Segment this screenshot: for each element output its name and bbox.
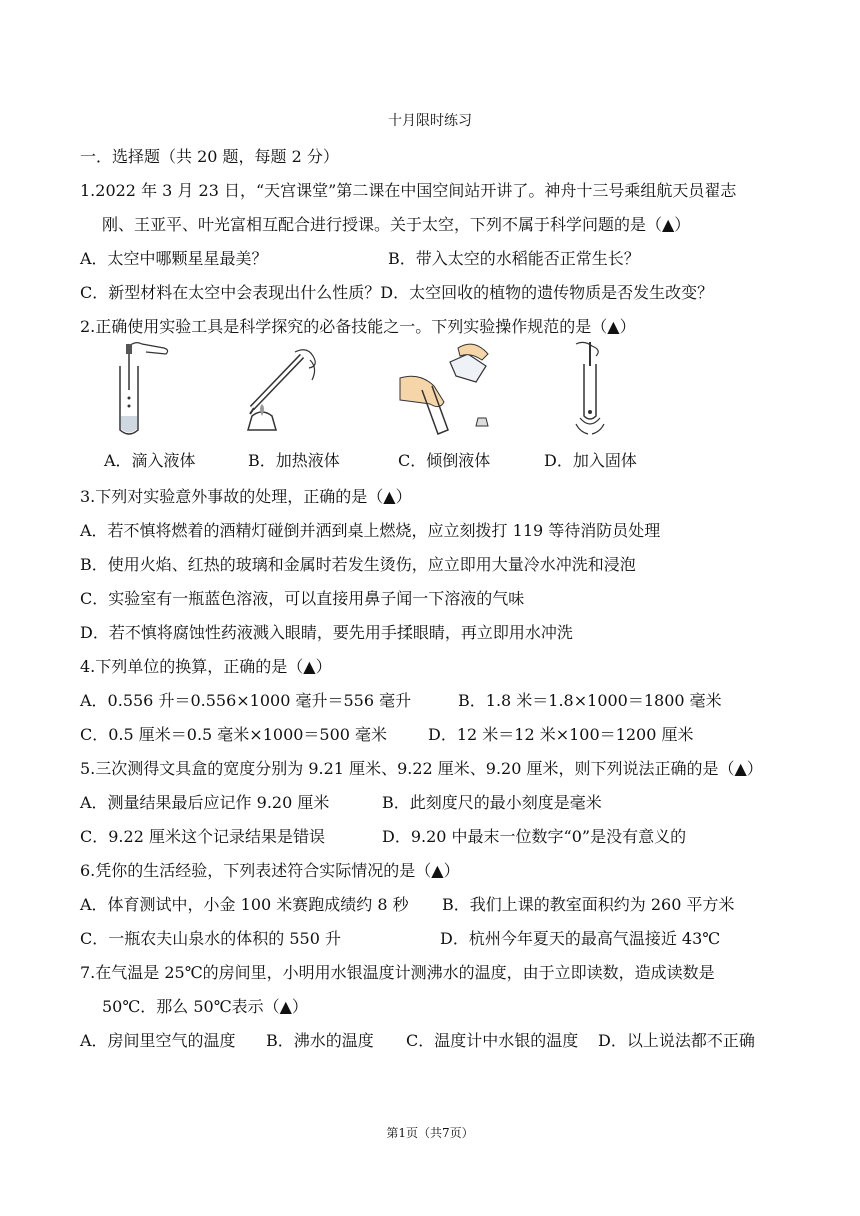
page-footer: 第1页（共7页） [386,1126,474,1140]
q7-option-d: D．以上说法都不正确 [598,1031,755,1050]
adding-solid-icon [560,338,620,438]
q2-figures [80,338,780,438]
page-title: 十月限时练习 [388,113,472,129]
q5-stem: 5.三次测得文具盒的宽度分别为 9.21 厘米、9.22 厘米、9.20 厘米，则下列说法正确的是（▲） [80,759,763,778]
q4-option-d: D．12 米＝12 米×100＝1200 厘米 [428,725,694,744]
q7-stem-line1: 7.在气温是 25℃的房间里，小明用水银温度计测沸水的温度，由于立即读数，造成读数是 [80,963,715,982]
q2-stem: 2.正确使用实验工具是科学探究的必备技能之一。下列实验操作规范的是（▲） [80,317,636,336]
q3-option-d: D．若不慎将腐蚀性药液溅入眼睛，要先用手揉眼睛，再立即用水冲洗 [80,623,573,642]
q4-option-a: A．0.556 升＝0.556×1000 毫升＝556 毫升 [80,691,412,710]
q3-option-a: A．若不慎将燃着的酒精灯碰倒并洒到桌上燃烧，应立刻拨打 119 等待消防员处理 [80,521,661,540]
q2-option-c: C．倾倒液体 [398,451,491,470]
q2-option-a: A．滴入液体 [104,451,196,470]
q6-option-d: D．杭州今年夏天的最高气温接近 43℃ [440,929,721,948]
q1-option-b: B．带入太空的水稻能否正常生长？ [388,249,640,268]
q7-option-b: B．沸水的温度 [266,1031,374,1050]
heating-tube-icon [240,338,330,433]
q7-option-c: C．温度计中水银的温度 [406,1031,579,1050]
section-heading: 一．选择题（共 20 题，每题 2 分） [80,147,339,166]
pouring-liquid-icon [398,338,508,438]
q5-option-b: B．此刻度尺的最小刻度是毫米 [382,793,602,812]
q6-stem: 6.凭你的生活经验，下列表述符合实际情况的是（▲） [80,861,460,880]
dropper-tube-icon [110,338,180,438]
q3-stem: 3.下列对实验意外事故的处理，正确的是（▲） [80,487,412,506]
q2-option-labels [80,448,780,472]
q3-option-c: C．实验室有一瓶蓝色溶液，可以直接用鼻子闻一下溶液的气味 [80,589,525,608]
q7-option-a: A．房间里空气的温度 [80,1031,236,1050]
q4-stem: 4.下列单位的换算，正确的是（▲） [80,657,332,676]
q5-option-d: D．9.20 中最末一位数字“0”是没有意义的 [382,827,687,846]
q6-option-b: B．我们上课的教室面积约为 260 平方米 [442,895,735,914]
q5-option-a: A．测量结果最后应记作 9.20 厘米 [80,793,330,812]
q1-option-a: A．太空中哪颗星星最美？ [80,249,268,268]
q1-stem-line2: 刚、王亚平、叶光富相互配合进行授课。关于太空，下列不属于科学问题的是（▲） [102,215,691,234]
q7-stem-line2: 50℃．那么 50℃表示（▲） [102,997,308,1016]
q1-options-row2: C．新型材料在太空中会表现出什么性质？D．太空回收的植物的遗传物质是否发生改变？ [80,283,714,302]
q2-option-d: D．加入固体 [544,451,637,470]
q1-stem-line1: 1.2022 年 3 月 23 日，“天宫课堂”第二课在中国空间站开讲了。神舟十三号乘组航天员翟志 [80,181,737,200]
q6-option-c: C．一瓶农夫山泉水的体积的 550 升 [80,929,341,948]
q5-option-c: C．9.22 厘米这个记录结果是错误 [80,827,325,846]
q3-option-b: B．使用火焰、红热的玻璃和金属时若发生烫伤，应立即用大量冷水冲洗和浸泡 [80,555,636,574]
q4-option-c: C．0.5 厘米＝0.5 毫米×1000＝500 毫米 [80,725,388,744]
q2-option-b: B．加热液体 [248,451,340,470]
q4-option-b: B．1.8 米＝1.8×1000＝1800 毫米 [458,691,722,710]
q6-option-a: A．体育测试中，小金 100 米赛跑成绩约 8 秒 [80,895,409,914]
